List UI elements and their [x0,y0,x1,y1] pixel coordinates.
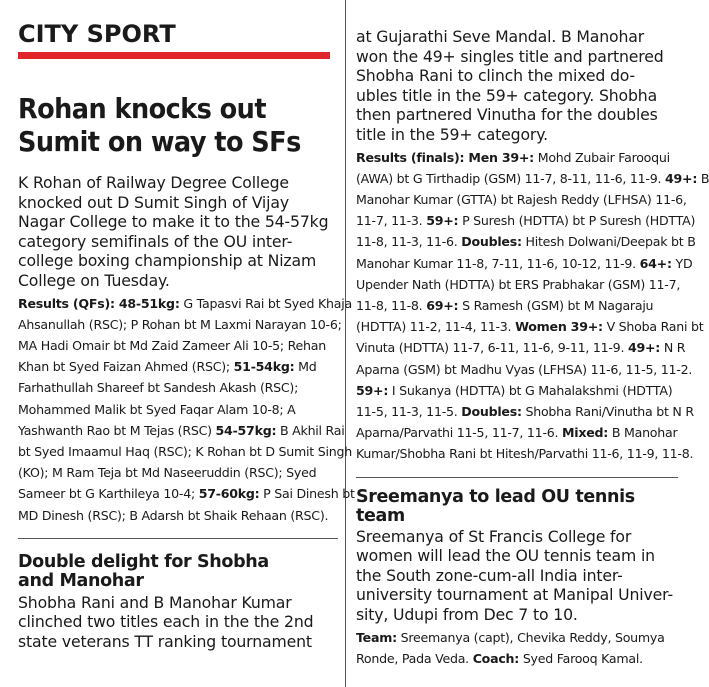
story3-headline: Sreemanya to lead OU tennis team [356,486,635,526]
result-line [356,168,709,189]
result-text: Ronde, Pada Veda. [356,650,473,666]
result-label: Coach: [472,650,520,666]
body-line: sity, Udupi from Dec 7 to 10. [356,604,578,624]
story2-body-continued [356,27,678,145]
body-line: state veterans TT ranking tournament [18,631,312,651]
result-line [18,505,338,526]
story2-body [18,593,338,652]
result-label: Results (finals): Men 39+: [356,149,534,165]
result-text: Yashwanth Rao bt M Tejas (RSC) [18,422,216,438]
result-line [18,441,352,462]
story2-results [356,147,709,465]
result-text: Hitesh Dolwani/Deepak bt B [521,234,696,250]
result-line [356,147,678,168]
result-text: B Akhil Rai [276,422,345,438]
result-text: YD [671,255,693,271]
result-line [18,314,342,335]
result-line [18,483,355,504]
result-text: P Sai Dinesh bt [259,486,355,502]
result-text: Ahsanullah (RSC); P Rohan bt M Laxmi Narayan 10-6; [18,316,342,332]
body-line: knocked out D Sumit Singh of Vijay [18,192,289,212]
body-line: the South zone-cum-all India inter- [356,565,623,585]
result-line [18,462,338,483]
result-line [18,356,338,377]
story-divider [356,477,678,478]
result-text: bt Syed Imaamul Haq (RSC); K Rohan bt D Sumit Singh [18,443,352,459]
result-text: V Shoba Rani bt [602,319,704,335]
result-text: Farhathullah Shareef bt Sandesh Akash (RSC); [18,380,299,396]
result-text: S Ramesh (GSM) bt M Nagaraju [458,297,654,313]
result-text: Md [294,359,317,375]
result-text: N R [660,340,686,356]
body-line: ubles title in the 59+ category. Shobha [356,85,658,105]
headline-line: Sumit on way to SFs [18,126,301,158]
result-text: 11-8, 11-3, 11-6. [356,234,462,250]
body-line: title in the 59+ category. [356,124,548,144]
result-line [356,210,696,231]
result-label: 69+: [426,297,459,313]
result-line [356,648,678,669]
result-label: Doubles: [461,404,522,419]
result-text: (AWA) bt G Tirthadip (GSM) 11-7, 8-11, 11-6, 11-9. [356,170,665,186]
result-line [356,253,693,274]
result-text: 11-8, 11-8. [356,297,427,313]
result-label: 51-54kg: [233,359,295,375]
result-text: Khan bt Syed Faizan Ahmed (RSC); [18,359,234,375]
result-text: (KO); M Ram Teja bt Md Naseeruddin (RSC); Syed [18,465,317,481]
story-divider [18,538,338,539]
result-line [18,399,338,420]
result-line [356,627,678,648]
result-text: MD Dinesh (RSC); B Adarsh bt Shaik Rehaan (RSC). [18,507,329,523]
body-line: College on Tuesday. [18,270,170,290]
result-line [18,377,338,398]
result-text: B [697,170,709,186]
result-line [356,189,687,210]
result-label: 54-57kg: [215,422,277,438]
body-line: university tournament at Manipal Univer- [356,585,673,605]
result-line [356,274,681,295]
body-line: clinched two titles each in the the 2nd [18,612,314,632]
right-column [356,27,709,669]
result-label: 64+: [639,255,672,271]
story3-body [356,527,678,625]
result-label: 59+: [426,213,459,229]
result-text: 11-7, 11-3. [356,213,427,229]
section-title: CITY SPORT [18,20,176,48]
result-text: I Sukanya (HDTTA) bt G Mahalakshmi (HDTTA) [388,382,673,398]
result-text: B Manohar [608,425,678,441]
result-text: 11-5, 11-3, 11-5. [356,404,462,419]
body-line: category semifinals of the OU inter- [18,231,293,251]
result-label: Mixed: [562,425,609,441]
result-text: Manohar Kumar 11-8, 7-11, 11-6, 10-12, 11-9. [356,255,640,271]
result-label: Results (QFs): 48-51kg: [18,295,180,311]
result-text: Syed Farooq Kamal. [519,650,643,666]
result-text: Mohd Zubair Farooqui [533,149,670,165]
result-text: Aparna/Parvathi 11-5, 11-7, 11-6. [356,425,563,441]
story1-body [18,173,338,291]
story1-headline [18,93,316,159]
headline-line: Double delight for Shobha [18,551,269,572]
left-column [18,0,355,652]
result-text: MA Hadi Omair bt Md Zaid Zameer Ali 10-5; Rehan [18,337,326,353]
body-line: Shobha Rani to clinch the mixed do- [356,66,636,86]
result-line [356,231,696,252]
story3-results [356,627,678,669]
body-line: women will lead the OU tennis team in [356,546,655,566]
result-text: G Tapasvi Rai bt Syed Khaja [179,295,352,311]
result-line [356,359,693,380]
result-line [356,380,678,401]
result-label: Team: [356,629,397,645]
column-divider [345,0,346,687]
result-text: Mohammed Malik bt Syed Faqar Alam 10-8; A [18,401,296,417]
body-line: Shobha Rani and B Manohar Kumar [18,592,292,612]
story2-headline [18,553,338,591]
body-line: won the 49+ singles title and partnered [356,46,664,66]
body-line: K Rohan of Railway Degree College [18,173,289,192]
body-line: college boxing championship at Nizam [18,251,317,271]
result-line [18,420,345,441]
result-line [356,316,704,337]
result-label: 49+: [665,170,698,186]
story1-results [18,293,355,526]
result-label: 59+: [356,382,389,398]
result-text: Vinuta (HDTTA) 11-7, 6-11, 11-6, 9-11, 11-9. [356,340,628,356]
result-text: Upender Nath (HDTTA) bt ERS Prabhakar (GSM) 11-7, [356,276,681,292]
result-label: Women 39+: [515,319,603,335]
result-text: (HDTTA) 11-2, 11-4, 11-3. [356,319,516,335]
result-line [18,335,338,356]
headline-line: and Manohar [18,570,144,591]
result-line [356,443,694,464]
result-line [356,422,678,443]
result-text: Sreemanya (capt), Chevika Reddy, Soumya [396,629,665,645]
result-text: P Suresh (HDTTA) bt P Suresh (HDTTA) [458,213,696,229]
result-label: 49+: [627,340,661,356]
result-text: Shobha Rani/Vinutha bt N R [521,404,694,419]
result-line [356,337,686,358]
result-text: Aparna (GSM) bt Madhu Vyas (LFHSA) 11-6, 11-5, 11-2. [356,361,693,377]
result-label: Doubles: [461,234,522,250]
result-line [356,401,694,422]
result-text: Kumar/Shobha Rani bt Hitesh/Parvathi 11-6, 11-9, 11-8. [356,446,694,462]
result-text: Sameer bt G Karthileya 10-4; [18,486,199,502]
result-label: 57-60kg: [198,486,260,502]
section-underline [18,52,330,59]
headline-line: Rohan knocks out [18,93,267,125]
body-line: Sreemanya of St Francis College for [356,526,632,546]
result-line [356,295,678,316]
result-text: Manohar Kumar (GTTA) bt Rajesh Reddy (LFHSA) 11-6, [356,191,687,207]
body-line: at Gujarathi Seve Mandal. B Manohar [356,27,645,46]
body-line: then partnered Vinutha for the doubles [356,105,658,125]
body-line: Nagar College to make it to the 54-57kg [18,212,329,232]
result-line [18,293,352,314]
